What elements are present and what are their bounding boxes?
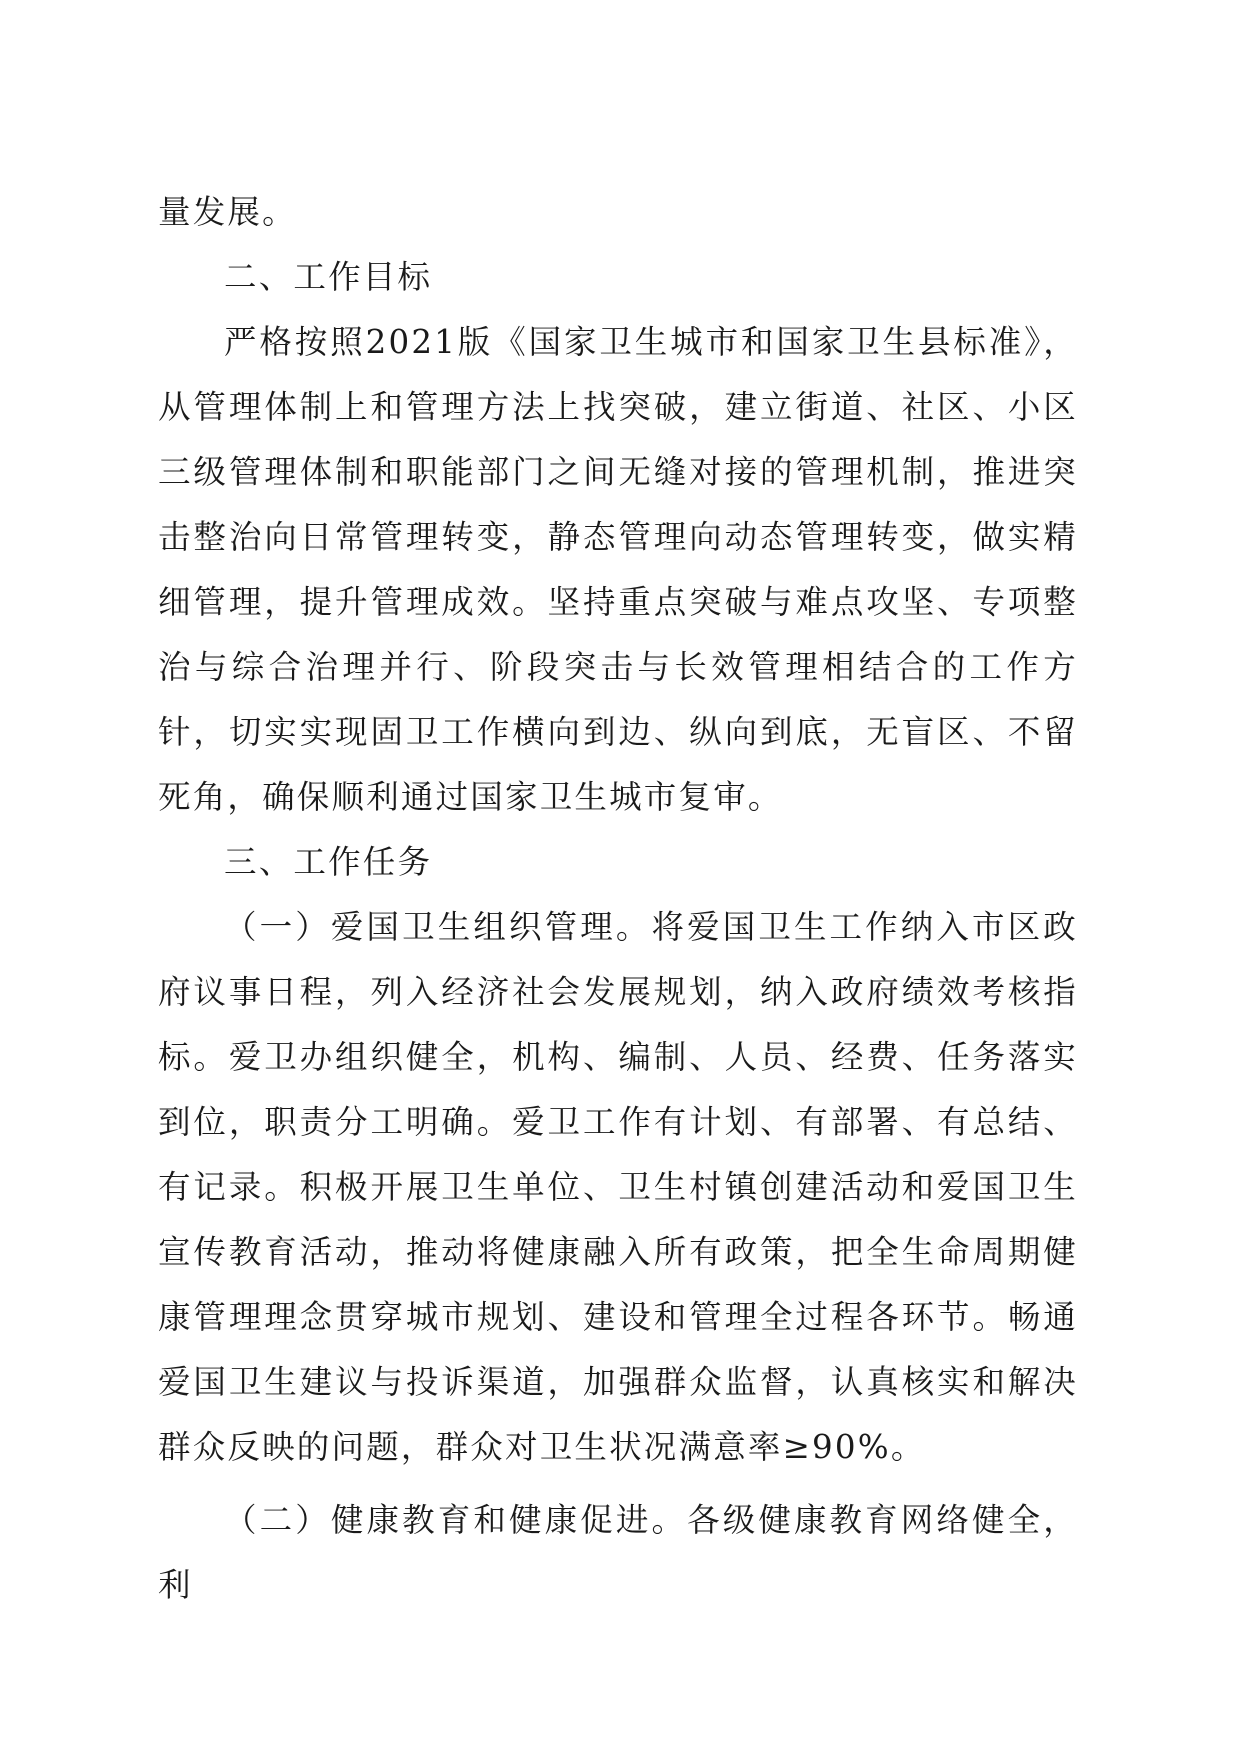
section-heading-work-tasks: 三、工作任务 [224,843,433,881]
paragraph-work-goals: 严格按照2021版《国家卫生城市和国家卫生县标准》，从管理体制上和管理方法上找突破，建立街道、社区、小区三级管理体制和职能部门之间无缝对接的管理机制，推进突击整治向日常管理转变，静态管理向动态管理转变，做实精细管理，提升管理成效。坚持重点突破与难点攻坚、专项整治与综合治理并行、阶段突击与长效管理相结合的工作方针，切实实现固卫工作横向到边、纵向到底，无盲区、不留死角，确保顺利通过国家卫生城市复审。 [158,323,1078,816]
section-heading-work-goals: 二、工作目标 [224,258,433,296]
document-body [158,180,1078,1618]
paragraph-continuation: 量发展。 [158,193,297,231]
paragraph-health-education: （二）健康教育和健康促进。各级健康教育网络健全，利 [158,1501,1078,1604]
paragraph-patriotic-health-management: （一）爱国卫生组织管理。将爱国卫生工作纳入市区政府议事日程，列入经济社会发展规划，纳入政府绩效考核指标。爱卫办组织健全，机构、编制、人员、经费、任务落实到位，职责分工明确。爱卫工作有计划、有部署、有总结、有记录。积极开展卫生单位、卫生村镇创建活动和爱国卫生宣传教育活动，推动将健康融入所有政策，把全生命周期健康管理理念贯穿城市规划、建设和管理全过程各环节。畅通爱国卫生建议与投诉渠道，加强群众监督，认真核实和解决群众反映的问题，群众对卫生状况满意率≥90%。 [158,908,1078,1466]
